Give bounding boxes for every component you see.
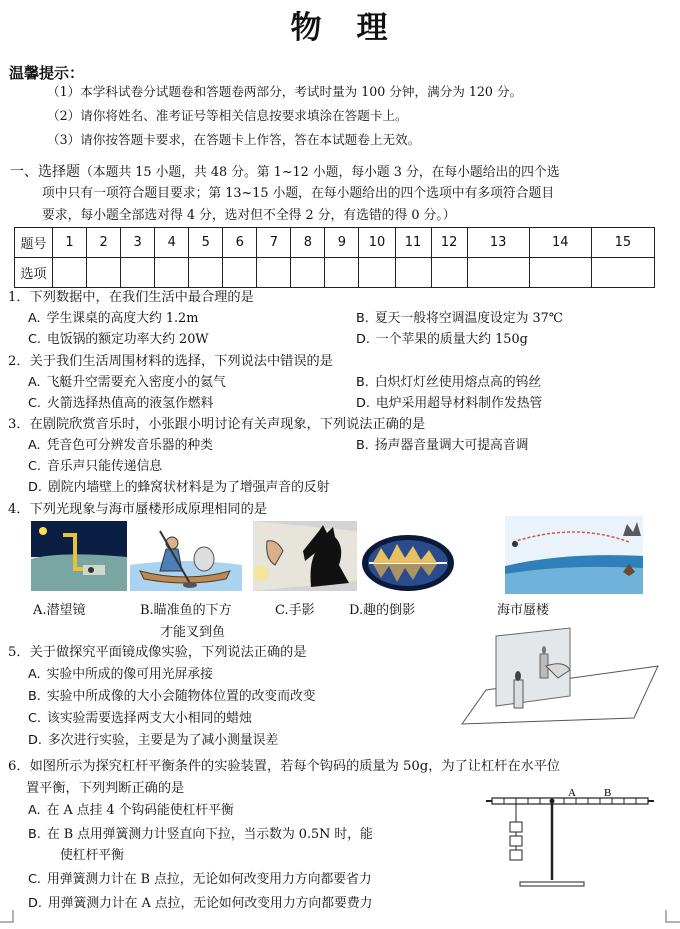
caption-mirage: 海市蜃楼	[497, 603, 550, 618]
section-prefix: 一、	[10, 164, 38, 180]
q-number: 15	[591, 228, 654, 258]
table-row-numbers	[15, 228, 655, 258]
q5-option-a: A. 实验中所成的像可用光屏承接	[28, 667, 213, 682]
periscope-image	[31, 521, 127, 591]
answer-cell[interactable]	[87, 258, 121, 288]
q-number: 7	[257, 228, 291, 258]
q3-option-a: A. 凭音色可分辨发音乐器的种类	[28, 438, 213, 453]
q-number: 3	[121, 228, 155, 258]
answer-cell[interactable]	[189, 258, 223, 288]
q1-option-c: C. 电饭锅的额定功率大约 20W	[28, 332, 209, 347]
tip-2: （2）请你将姓名、准考证号等相关信息按要求填涂在答题卡上。	[47, 108, 408, 123]
q-number: 9	[325, 228, 359, 258]
q-number: 14	[529, 228, 591, 258]
q-number: 5	[189, 228, 223, 258]
q1-stem: 1．下列数据中，在我们生活中最合理的是	[8, 290, 254, 305]
lever-label-b: B	[604, 787, 612, 799]
shadow-puppet-image	[253, 521, 357, 591]
row-label: 选项	[15, 258, 53, 288]
q-number: 10	[359, 228, 395, 258]
answer-cell[interactable]	[431, 258, 467, 288]
page-title: 物 理	[290, 10, 390, 46]
answer-cell[interactable]	[591, 258, 654, 288]
answer-cell[interactable]	[291, 258, 325, 288]
caption-spearfishing-1: B.瞄准鱼的下方	[140, 603, 232, 618]
table-row-answers	[15, 258, 655, 288]
q-number: 1	[53, 228, 87, 258]
q1-option-b: B. 夏天一般将空调温度设定为 37℃	[356, 311, 564, 326]
tip-3: （3）请你按答题卡要求，在答题卡上作答，答在本试题卷上无效。	[47, 132, 421, 147]
q3-option-c: C. 音乐声只能传递信息	[28, 459, 163, 474]
q2-option-c: C. 火箭选择热值高的液氢作燃料	[28, 396, 214, 411]
answer-cell[interactable]	[121, 258, 155, 288]
answer-cell[interactable]	[257, 258, 291, 288]
q-number: 4	[155, 228, 189, 258]
q2-option-d: D. 电炉采用超导材料制作发热管	[356, 396, 543, 411]
plane-mirror-figure	[458, 626, 663, 726]
answer-table	[14, 227, 655, 288]
q1-option-a: A. 学生课桌的高度大约 1.2m	[28, 311, 199, 326]
q-number: 11	[395, 228, 431, 258]
answer-cell[interactable]	[53, 258, 87, 288]
tip-1: （1）本学科试卷分试题卷和答题卷两部分，考试时量为 100 分钟，满分为 120 分。	[47, 84, 523, 99]
q6-option-a: A. 在 A 点挂 4 个钩码能使杠杆平衡	[28, 803, 234, 818]
section-desc-2: 项中只有一项符合题目要求；第 13~15 小题，在每小题给出的四个选项中有多项符合题目	[42, 186, 555, 201]
answer-cell[interactable]	[155, 258, 189, 288]
caption-shadow: C.手影	[275, 603, 315, 618]
q3-stem: 3．在剧院欣赏音乐时，小张跟小明讨论有关声现象，下列说法正确的是	[8, 417, 426, 432]
answer-cell[interactable]	[223, 258, 257, 288]
q6-option-b: B. 在 B 点用弹簧测力计竖直向下拉，当示数为 0.5N 时，能	[28, 827, 373, 842]
section-desc-3: 要求，每小题全部选对得 4 分，选对但不全得 2 分，有选错的得 0 分。）	[42, 208, 456, 223]
q5-option-c: C. 该实验需要选择两支大小相同的蜡烛	[28, 711, 252, 726]
q-number: 13	[467, 228, 529, 258]
corner-mark-left	[0, 910, 14, 929]
q6-stem-1: 6．如图所示为探究杠杆平衡条件的实验装置，若每个钩码的质量为 50g，为了让杠杆在水平位	[8, 759, 561, 774]
tips-heading: 温馨提示：	[9, 64, 85, 82]
caption-periscope: A.潜望镜	[33, 603, 86, 618]
answer-cell[interactable]	[395, 258, 431, 288]
answer-cell[interactable]	[467, 258, 529, 288]
q6-option-c: C. 用弹簧测力计在 B 点拉，无论如何改变用力方向都要省力	[28, 872, 372, 887]
answer-cell[interactable]	[529, 258, 591, 288]
q2-option-a: A. 飞艇升空需要充入密度小的氦气	[28, 375, 226, 390]
q5-option-d: D. 多次进行实验，主要是为了减小测量误差	[28, 733, 279, 748]
answer-cell[interactable]	[325, 258, 359, 288]
lever-figure	[480, 782, 660, 892]
q6-option-d: D. 用弹簧测力计在 A 点拉，无论如何改变用力方向都要费力	[28, 896, 373, 911]
section-name: 选择题	[38, 164, 80, 180]
spearfishing-image	[130, 521, 242, 591]
lever-label-a: A	[568, 787, 576, 799]
q3-option-d: D. 剧院内墙壁上的蜂窝状材料是为了增强声音的反射	[28, 480, 330, 495]
mirage-image	[505, 516, 643, 594]
reflection-image	[361, 534, 455, 592]
q6-option-b-cont: 使杠杆平衡	[60, 848, 124, 863]
q5-stem: 5．关于做探究平面镜成像实验，下列说法正确的是	[8, 645, 307, 660]
q1-option-d: D. 一个苹果的质量大约 150g	[356, 332, 528, 347]
answer-cell[interactable]	[359, 258, 395, 288]
caption-spearfishing-2: 才能叉到鱼	[160, 625, 226, 640]
q-number: 12	[431, 228, 467, 258]
q-number: 2	[87, 228, 121, 258]
q2-stem: 2．关于我们生活周围材料的选择，下列说法中错误的是	[8, 354, 333, 369]
q5-option-b: B. 实验中所成像的大小会随物体位置的改变而改变	[28, 689, 316, 704]
q3-option-b: B. 扬声器音量调大可提高音调	[356, 438, 529, 453]
q6-stem-2: 置平衡，下列判断正确的是	[26, 781, 185, 796]
row-label: 题号	[15, 228, 53, 258]
caption-reflection: D.趣的倒影	[349, 603, 416, 618]
q4-stem: 4．下列光现象与海市蜃楼形成原理相同的是	[8, 502, 267, 517]
q2-option-b: B. 白炽灯灯丝使用熔点高的钨丝	[356, 375, 542, 390]
q-number: 8	[291, 228, 325, 258]
corner-mark-right	[664, 910, 680, 929]
q-number: 6	[223, 228, 257, 258]
section-desc-1: （本题共 15 小题，共 48 分。第 1~12 小题，每小题 3 分，在每小题给出的四个选	[80, 165, 560, 180]
